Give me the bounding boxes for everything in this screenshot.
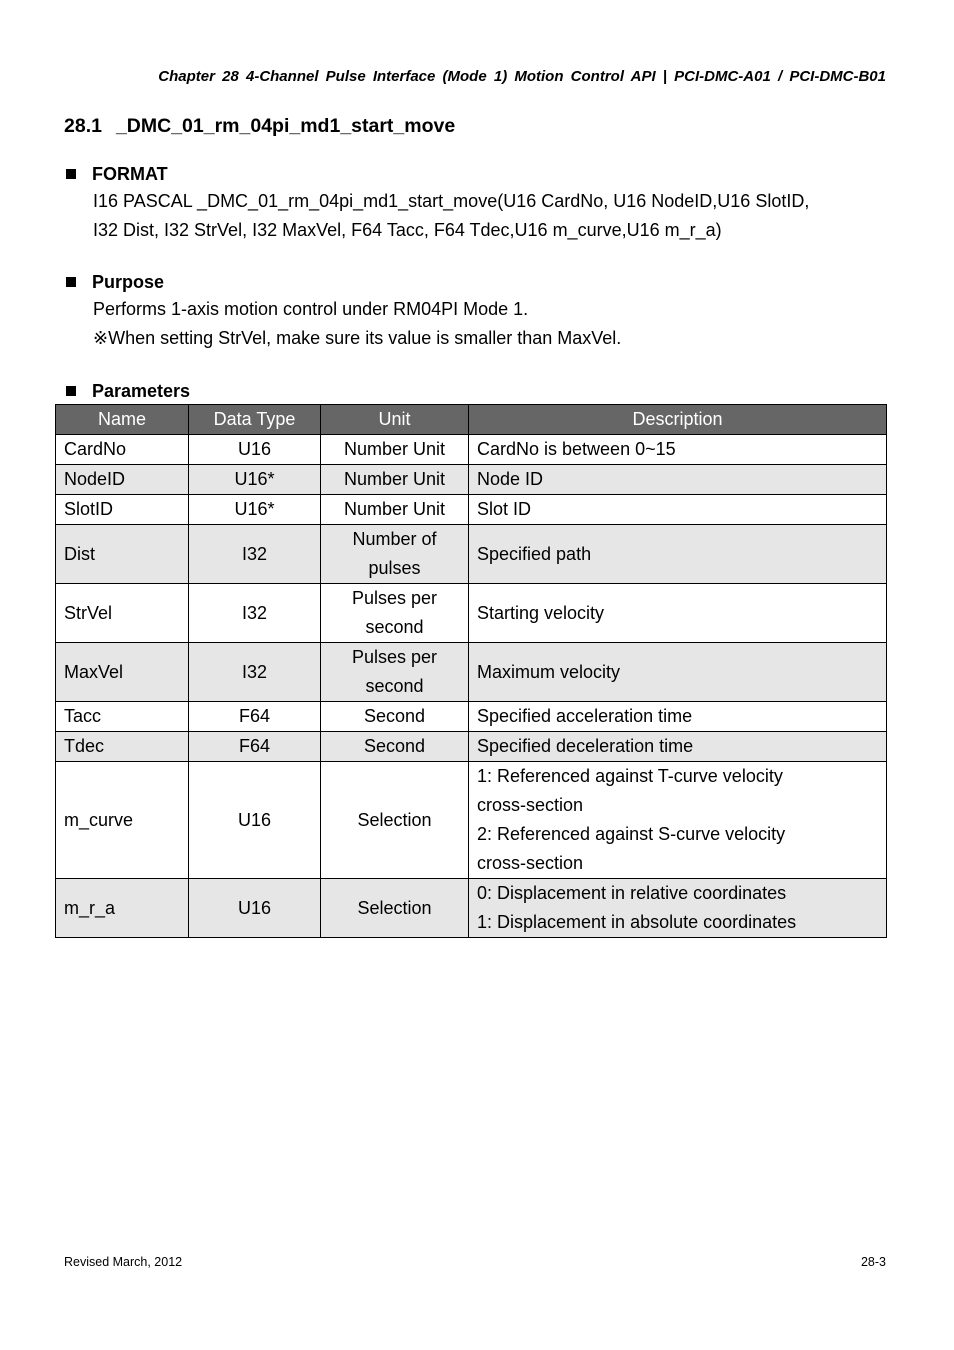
unit-line: Pulses per: [351, 647, 438, 667]
param-type-cell: I32: [189, 643, 321, 702]
description-line: Specified acceleration time: [477, 706, 693, 726]
param-type-cell: U16*: [189, 465, 321, 495]
param-unit-cell: [321, 584, 469, 643]
param-type-cell: U16*: [189, 495, 321, 525]
format-line: I16 PASCAL _DMC_01_rm_04pi_md1_start_move(U16 CardNo, U16 NodeID,U16 SlotID,: [93, 191, 810, 211]
param-unit-cell: [321, 732, 469, 762]
bullet-square-icon: [66, 386, 76, 396]
table-row: [56, 879, 887, 938]
section-name: _DMC_01_rm_04pi_md1_start_move: [115, 115, 456, 137]
param-name-cell: SlotID: [56, 495, 189, 525]
table-row: [56, 584, 887, 643]
param-description-cell: [469, 643, 887, 702]
table-row: [56, 525, 887, 584]
unit-line: second: [365, 676, 424, 696]
column-header-name: Name: [56, 405, 189, 435]
format-heading-text: FORMAT: [92, 164, 168, 184]
section-number: 28.1: [64, 115, 102, 137]
param-name-cell: Dist: [56, 525, 189, 584]
footer-page-number: 28-3: [860, 1255, 886, 1269]
parameters-block: [64, 378, 886, 404]
purpose-text: [64, 295, 886, 353]
param-description-cell: [469, 584, 887, 643]
description-line: Starting velocity: [477, 602, 605, 623]
param-unit-cell: [321, 643, 469, 702]
description-line: Specified path: [477, 543, 592, 564]
unit-line: Number of: [352, 529, 437, 549]
param-type-cell: U16: [189, 762, 321, 879]
table-row: [56, 465, 887, 495]
description-line: Maximum velocity: [477, 661, 621, 682]
param-description-cell: [469, 762, 887, 879]
param-unit-cell: [321, 525, 469, 584]
description-line: Node ID: [477, 469, 544, 489]
purpose-line: Performs 1-axis motion control under RM04PI Mode 1.: [93, 299, 529, 319]
purpose-heading: [64, 269, 886, 295]
param-description-cell: [469, 702, 887, 732]
column-header-data-type: Data Type: [189, 405, 321, 435]
bullet-square-icon: [66, 169, 76, 179]
parameters-table: [55, 404, 887, 938]
footer-revision: Revised March, 2012: [64, 1255, 183, 1269]
param-description-cell: [469, 495, 887, 525]
description-line: CardNo is between 0~15: [477, 439, 676, 459]
bullet-square-icon: [66, 277, 76, 287]
param-name-cell: NodeID: [56, 465, 189, 495]
unit-line: Number Unit: [343, 499, 446, 519]
unit-line: Number Unit: [343, 469, 446, 489]
param-unit-cell: [321, 702, 469, 732]
table-row: [56, 702, 887, 732]
running-header: Chapter 28 4-Channel Pulse Interface (Mode 1) Motion Control API | PCI-DMC-A01 / PCI-DMC-B01: [158, 68, 886, 85]
purpose-block: [64, 269, 886, 353]
parameters-heading: [64, 378, 886, 404]
parameters-heading-text: Parameters: [92, 381, 191, 401]
table-row: [56, 732, 887, 762]
section-title: [64, 115, 455, 138]
param-type-cell: F64: [189, 732, 321, 762]
param-unit-cell: [321, 762, 469, 879]
column-header-unit: Unit: [321, 405, 469, 435]
param-type-cell: I32: [189, 525, 321, 584]
param-name-cell: Tdec: [56, 732, 189, 762]
column-header-description: Description: [469, 405, 887, 435]
table-row: [56, 495, 887, 525]
format-line: I32 Dist, I32 StrVel, I32 MaxVel, F64 Tacc, F64 Tdec,U16 m_curve,U16 m_r_a): [93, 220, 722, 240]
description-line: 1: Displacement in absolute coordinates: [477, 912, 797, 932]
description-line: Specified deceleration time: [477, 736, 694, 756]
format-block: [64, 161, 886, 245]
param-description-cell: [469, 465, 887, 495]
table-row: [56, 643, 887, 702]
param-unit-cell: [321, 495, 469, 525]
param-description-cell: [469, 435, 887, 465]
purpose-heading-text: Purpose: [92, 272, 165, 292]
description-line: cross-section: [477, 853, 584, 873]
unit-line: Second: [363, 706, 426, 726]
param-type-cell: U16: [189, 879, 321, 938]
description-line: 0: Displacement in relative coordinates: [477, 883, 787, 903]
param-type-cell: I32: [189, 584, 321, 643]
description-line: cross-section: [477, 795, 584, 815]
unit-line: Selection: [357, 897, 432, 918]
param-description-cell: [469, 525, 887, 584]
param-name-cell: Tacc: [56, 702, 189, 732]
unit-line: Second: [363, 736, 426, 756]
param-name-cell: StrVel: [56, 584, 189, 643]
table-row: [56, 435, 887, 465]
param-description-cell: [469, 732, 887, 762]
param-unit-cell: [321, 435, 469, 465]
param-unit-cell: [321, 879, 469, 938]
param-name-cell: CardNo: [56, 435, 189, 465]
param-type-cell: F64: [189, 702, 321, 732]
purpose-line: ※When setting StrVel, make sure its value is smaller than MaxVel.: [93, 328, 622, 348]
param-type-cell: U16: [189, 435, 321, 465]
param-name-cell: m_r_a: [56, 879, 189, 938]
format-signature: [64, 187, 886, 245]
table-row: [56, 762, 887, 879]
table-header-row: [56, 405, 887, 435]
format-heading: [64, 161, 886, 187]
description-line: 1: Referenced against T-curve velocity: [477, 766, 783, 786]
param-description-cell: [469, 879, 887, 938]
param-unit-cell: [321, 465, 469, 495]
description-line: Slot ID: [477, 499, 532, 519]
unit-line: Selection: [357, 809, 432, 830]
unit-line: second: [365, 617, 424, 637]
unit-line: Pulses per: [351, 588, 438, 608]
unit-line: pulses: [368, 558, 421, 578]
param-name-cell: MaxVel: [56, 643, 189, 702]
unit-line: Number Unit: [343, 439, 446, 459]
param-name-cell: m_curve: [56, 762, 189, 879]
description-line: 2: Referenced against S-curve velocity: [477, 824, 786, 844]
